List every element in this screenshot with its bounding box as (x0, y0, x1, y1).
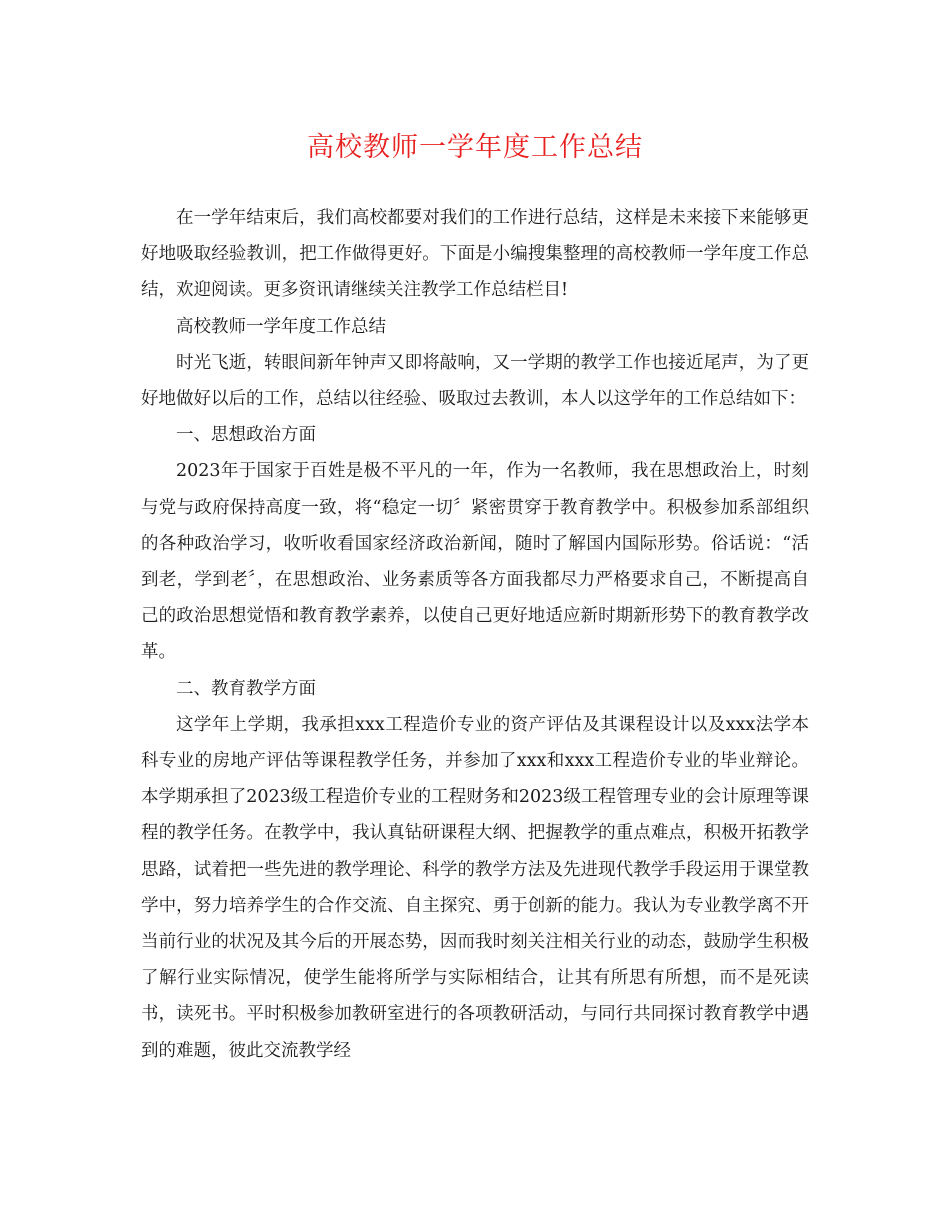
document-body (141, 200, 809, 1069)
section-heading-teaching: 二、教育教学方面 (176, 678, 316, 699)
politics-paragraph: 2023年于国家于百姓是极不平凡的一年，作为一名教师，我在思想政治上，时刻与党与政府保持高度一致，将“稳定一切〞紧密贯穿于教育教学中。积极参加系部组织的各种政治学习，收听收看国家经济政治新闻，随时了解国内国际形势。俗话说：“活到老，学到老〞，在思想政治、业务素质等各方面我都尽力严格要求自己，不断提高自己的政治思想觉悟和教育教学素养，以使自己更好地适应新时期新形势下的教育教学改革。 (141, 461, 809, 663)
document-title: 高校教师一学年度工作总结 (307, 132, 643, 163)
section-heading-politics: 一、思想政治方面 (176, 425, 316, 446)
opening-paragraph: 时光飞逝，转眼间新年钟声又即将敲响，又一学期的教学工作也接近尾声，为了更好地做好以后的工作，总结以往经验、吸取过去教训，本人以这学年的工作总结如下： (141, 352, 809, 410)
teaching-paragraph: 这学年上学期，我承担xxx工程造价专业的资产评估及其课程设计以及xxx法学本科专业的房地产评估等课程教学任务，并参加了xxx和xxx工程造价专业的毕业辩论。本学期承担了2023级工程造价专业的工程财务和2023级工程管理专业的会计原理等课程的教学任务。在教学中，我认真钻研课程大纲、把握教学的重点难点，积极开拓教学思路，试着把一些先进的教学理论、科学的教学方法及先进现代教学手段运用于课堂教学中，努力培养学生的合作交流、自主探究、勇于创新的能力。我认为专业教学离不开当前行业的状况及其今后的开展态势，因而我时刻关注相关行业的动态，鼓励学生积极了解行业实际情况，使学生能将所学与实际相结合，让其有所思有所想，而不是死读书，读死书。平时积极参加教研室进行的各项教研活动，与同行共同探讨教育教学中遇到的难题，彼此交流教学经 (141, 714, 809, 1061)
subtitle-paragraph: 高校教师一学年度工作总结 (176, 316, 386, 337)
intro-paragraph: 在一学年结束后，我们高校都要对我们的工作进行总结，这样是未来接下来能够更好地吸取经验教训，把工作做得更好。下面是小编搜集整理的高校教师一学年度工作总结，欢迎阅读。更多资讯请继续关注教学工作总结栏目! (141, 208, 809, 301)
